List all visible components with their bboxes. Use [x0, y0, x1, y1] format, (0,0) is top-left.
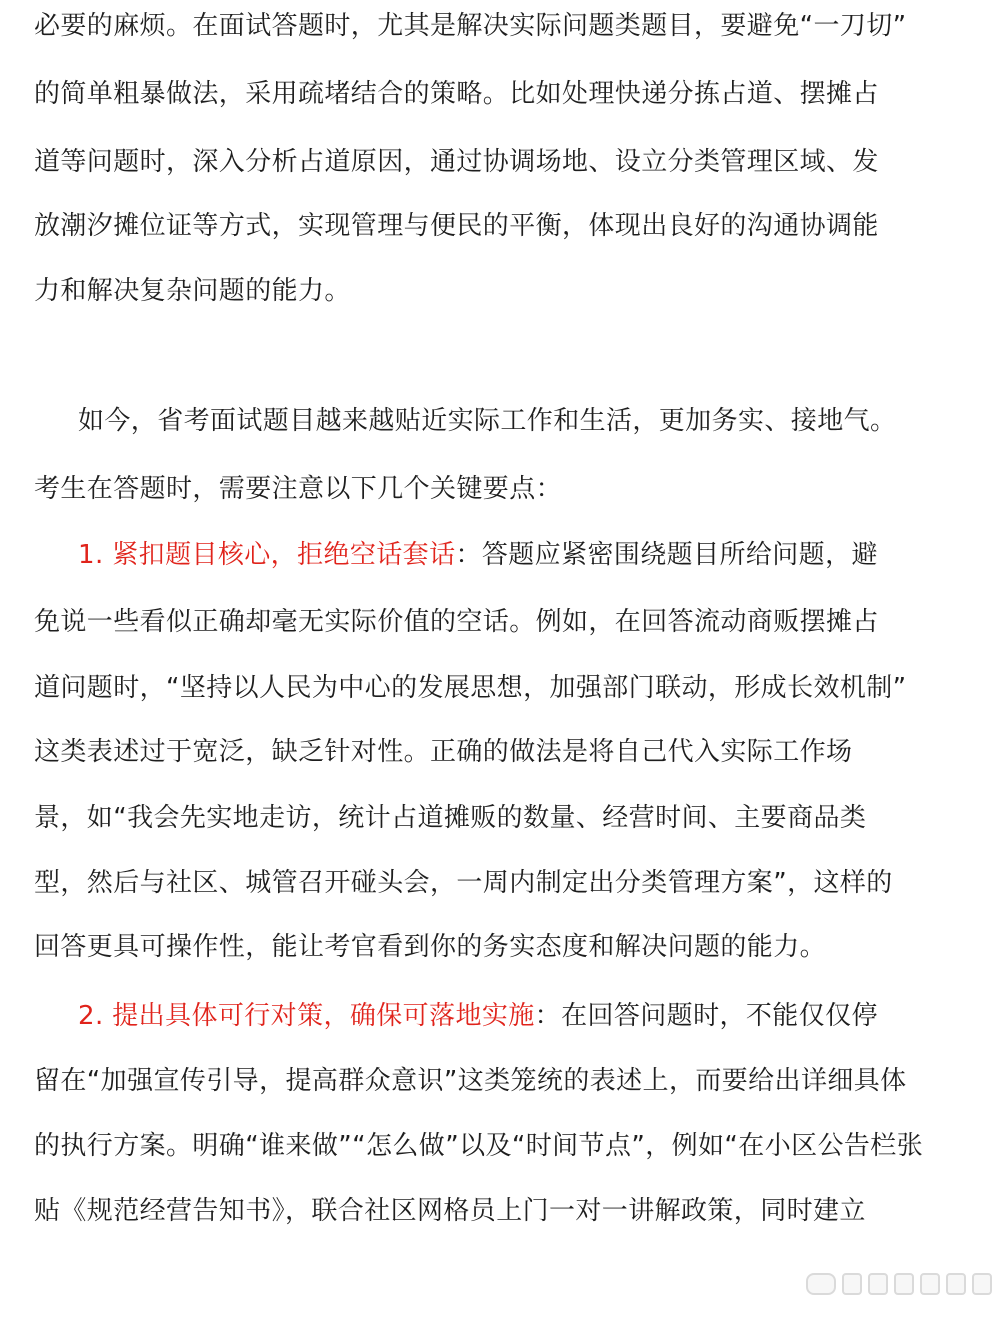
line-text: 必要的麻烦。在面试答题时，尤其是解决实际问题类题目，要避免“一刀切”: [34, 11, 907, 41]
line-text: 的执行方案。明确“谁来做”“怎么做”以及“时间节点”，例如“在小区公告栏张: [34, 1131, 924, 1161]
line-text: 免说一些看似正确却毫无实际价值的空话。例如，在回答流动商贩摆摊占: [34, 607, 879, 637]
paragraph-line: [34, 866, 893, 900]
paragraph-line: [34, 274, 351, 308]
watermark: [806, 1266, 992, 1302]
paragraph-line: [34, 735, 852, 769]
line-text: ：答题应紧密围绕题目所给问题，避: [455, 540, 878, 570]
watermark-logo-icon: [806, 1273, 836, 1295]
paragraph-line: [34, 671, 907, 705]
line-text: 型，然后与社区、城管召开碰头会，一周内制定出分类管理方案”，这样的: [34, 868, 893, 898]
paragraph-line: [34, 145, 879, 179]
watermark-block-icon: [946, 1273, 966, 1295]
paragraph-line: [78, 404, 896, 438]
point-2-heading: 2. 提出具体可行对策，确保可落地实施: [78, 1001, 535, 1031]
line-text: 如今，省考面试题目越来越贴近实际工作和生活，更加务实、接地气。: [78, 406, 897, 436]
paragraph-line: [34, 1064, 907, 1098]
paragraph-line: [34, 1194, 866, 1228]
watermark-block-icon: [920, 1273, 940, 1295]
line-text: 景，如“我会先实地走访，统计占道摊贩的数量、经营时间、主要商品类: [34, 803, 867, 833]
paragraph-line: [34, 9, 907, 43]
line-text: 贴《规范经营告知书》，联合社区网格员上门一对一讲解政策，同时建立: [34, 1196, 866, 1226]
line-text: 道问题时，“坚持以人民为中心的发展思想，加强部门联动，形成长效机制”: [34, 673, 907, 703]
point-2-line: [78, 999, 878, 1033]
line-text: 的简单粗暴做法，采用疏堵结合的策略。比如处理快递分拣占道、摆摊占: [34, 79, 879, 109]
line-text: 这类表述过于宽泛，缺乏针对性。正确的做法是将自己代入实际工作场: [34, 737, 853, 767]
paragraph-line: [34, 77, 879, 111]
point-1-heading: 1. 紧扣题目核心，拒绝空话套话: [78, 540, 456, 570]
line-text: 回答更具可操作性，能让考官看到你的务实态度和解决问题的能力。: [34, 932, 827, 962]
line-text: ：在回答问题时，不能仅仅停: [534, 1001, 878, 1031]
paragraph-line: [34, 801, 866, 835]
paragraph-line: [34, 930, 826, 964]
watermark-block-icon: [972, 1273, 992, 1295]
line-text: 放潮汐摊位证等方式，实现管理与便民的平衡，体现出良好的沟通协调能: [34, 211, 879, 241]
paragraph-line: [34, 209, 879, 243]
line-text: 力和解决复杂问题的能力。: [34, 276, 351, 306]
watermark-block-icon: [894, 1273, 914, 1295]
line-text: 留在“加强宣传引导，提高群众意识”这类笼统的表述上，而要给出详细具体: [34, 1066, 907, 1096]
paragraph-line: [34, 605, 879, 639]
line-text: 道等问题时，深入分析占道原因，通过协调场地、设立分类管理区域、发: [34, 147, 879, 177]
line-text: 考生在答题时，需要注意以下几个关键要点：: [34, 474, 563, 504]
paragraph-line: [34, 472, 562, 506]
paragraph-line: [34, 1129, 923, 1163]
point-1-line: [78, 538, 878, 572]
watermark-block-icon: [868, 1273, 888, 1295]
watermark-block-icon: [842, 1273, 862, 1295]
